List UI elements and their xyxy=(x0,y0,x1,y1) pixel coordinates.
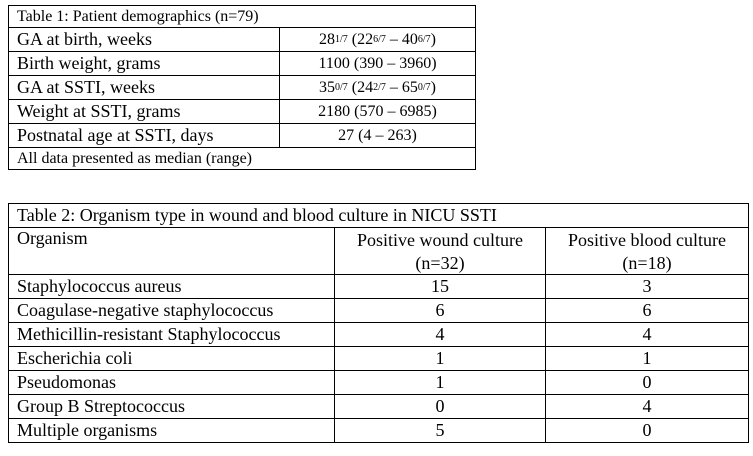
organism-cell: Escherichia coli xyxy=(9,347,335,371)
table-caption-row xyxy=(9,204,749,228)
row-value: $35^{0/7}$ $(24^{2/7} - 65^{0/7})$ xyxy=(280,76,476,100)
table-row xyxy=(9,124,476,148)
row-label: Birth weight, grams xyxy=(9,52,280,76)
table-row xyxy=(9,371,749,395)
blood-cell: 3 xyxy=(546,275,749,299)
wound-cell: 1 xyxy=(335,371,546,395)
row-value: 2180 (570 – 6985) xyxy=(280,100,476,124)
organism-cell: Staphylococcus aureus xyxy=(9,275,335,299)
header-organism: Organism xyxy=(9,228,335,275)
table-row xyxy=(9,76,476,100)
blood-cell: 6 xyxy=(546,299,749,323)
blood-cell: 0 xyxy=(546,371,749,395)
patient-demographics-table xyxy=(8,5,476,170)
wound-cell: 6 xyxy=(335,299,546,323)
blood-cell: 4 xyxy=(546,323,749,347)
row-value: 27 (4 – 263) xyxy=(280,124,476,148)
wound-cell: 0 xyxy=(335,395,546,419)
table-row xyxy=(9,275,749,299)
header-wound-culture: Positive wound culture (n=32) xyxy=(335,228,546,275)
row-label: GA at SSTI, weeks xyxy=(9,76,280,100)
table-footnote-row xyxy=(9,148,476,170)
header-blood-culture: Positive blood culture (n=18) xyxy=(546,228,749,275)
table-caption-row xyxy=(9,6,476,28)
table-row xyxy=(9,28,476,52)
row-value: 1100 (390 – 3960) xyxy=(280,52,476,76)
table-row xyxy=(9,347,749,371)
organism-cell: Pseudomonas xyxy=(9,371,335,395)
organism-cell: Group B Streptococcus xyxy=(9,395,335,419)
table-row xyxy=(9,395,749,419)
row-label: Postnatal age at SSTI, days xyxy=(9,124,280,148)
table-caption: Table 2: Organism type in wound and blood culture in NICU SSTI xyxy=(9,204,749,228)
wound-cell: 15 xyxy=(335,275,546,299)
table-row xyxy=(9,323,749,347)
table-header-row xyxy=(9,228,749,275)
wound-cell: 4 xyxy=(335,323,546,347)
wound-cell: 5 xyxy=(335,419,546,443)
blood-cell: 1 xyxy=(546,347,749,371)
organism-culture-table xyxy=(8,203,749,443)
blood-cell: 4 xyxy=(546,395,749,419)
organism-cell: Coagulase-negative staphylococcus xyxy=(9,299,335,323)
table-row xyxy=(9,419,749,443)
table-footnote: All data presented as median (range) xyxy=(9,148,476,170)
blood-cell: 0 xyxy=(546,419,749,443)
table-row xyxy=(9,100,476,124)
table-row xyxy=(9,52,476,76)
table-row xyxy=(9,299,749,323)
wound-cell: 1 xyxy=(335,347,546,371)
organism-cell: Multiple organisms xyxy=(9,419,335,443)
row-label: Weight at SSTI, grams xyxy=(9,100,280,124)
row-label: GA at birth, weeks xyxy=(9,28,280,52)
row-value: $28^{1/7}$ $(22^{6/7} - 40^{6/7})$ xyxy=(280,28,476,52)
organism-cell: Methicillin-resistant Staphylococcus xyxy=(9,323,335,347)
table-caption: Table 1: Patient demographics (n=79) xyxy=(9,6,476,28)
